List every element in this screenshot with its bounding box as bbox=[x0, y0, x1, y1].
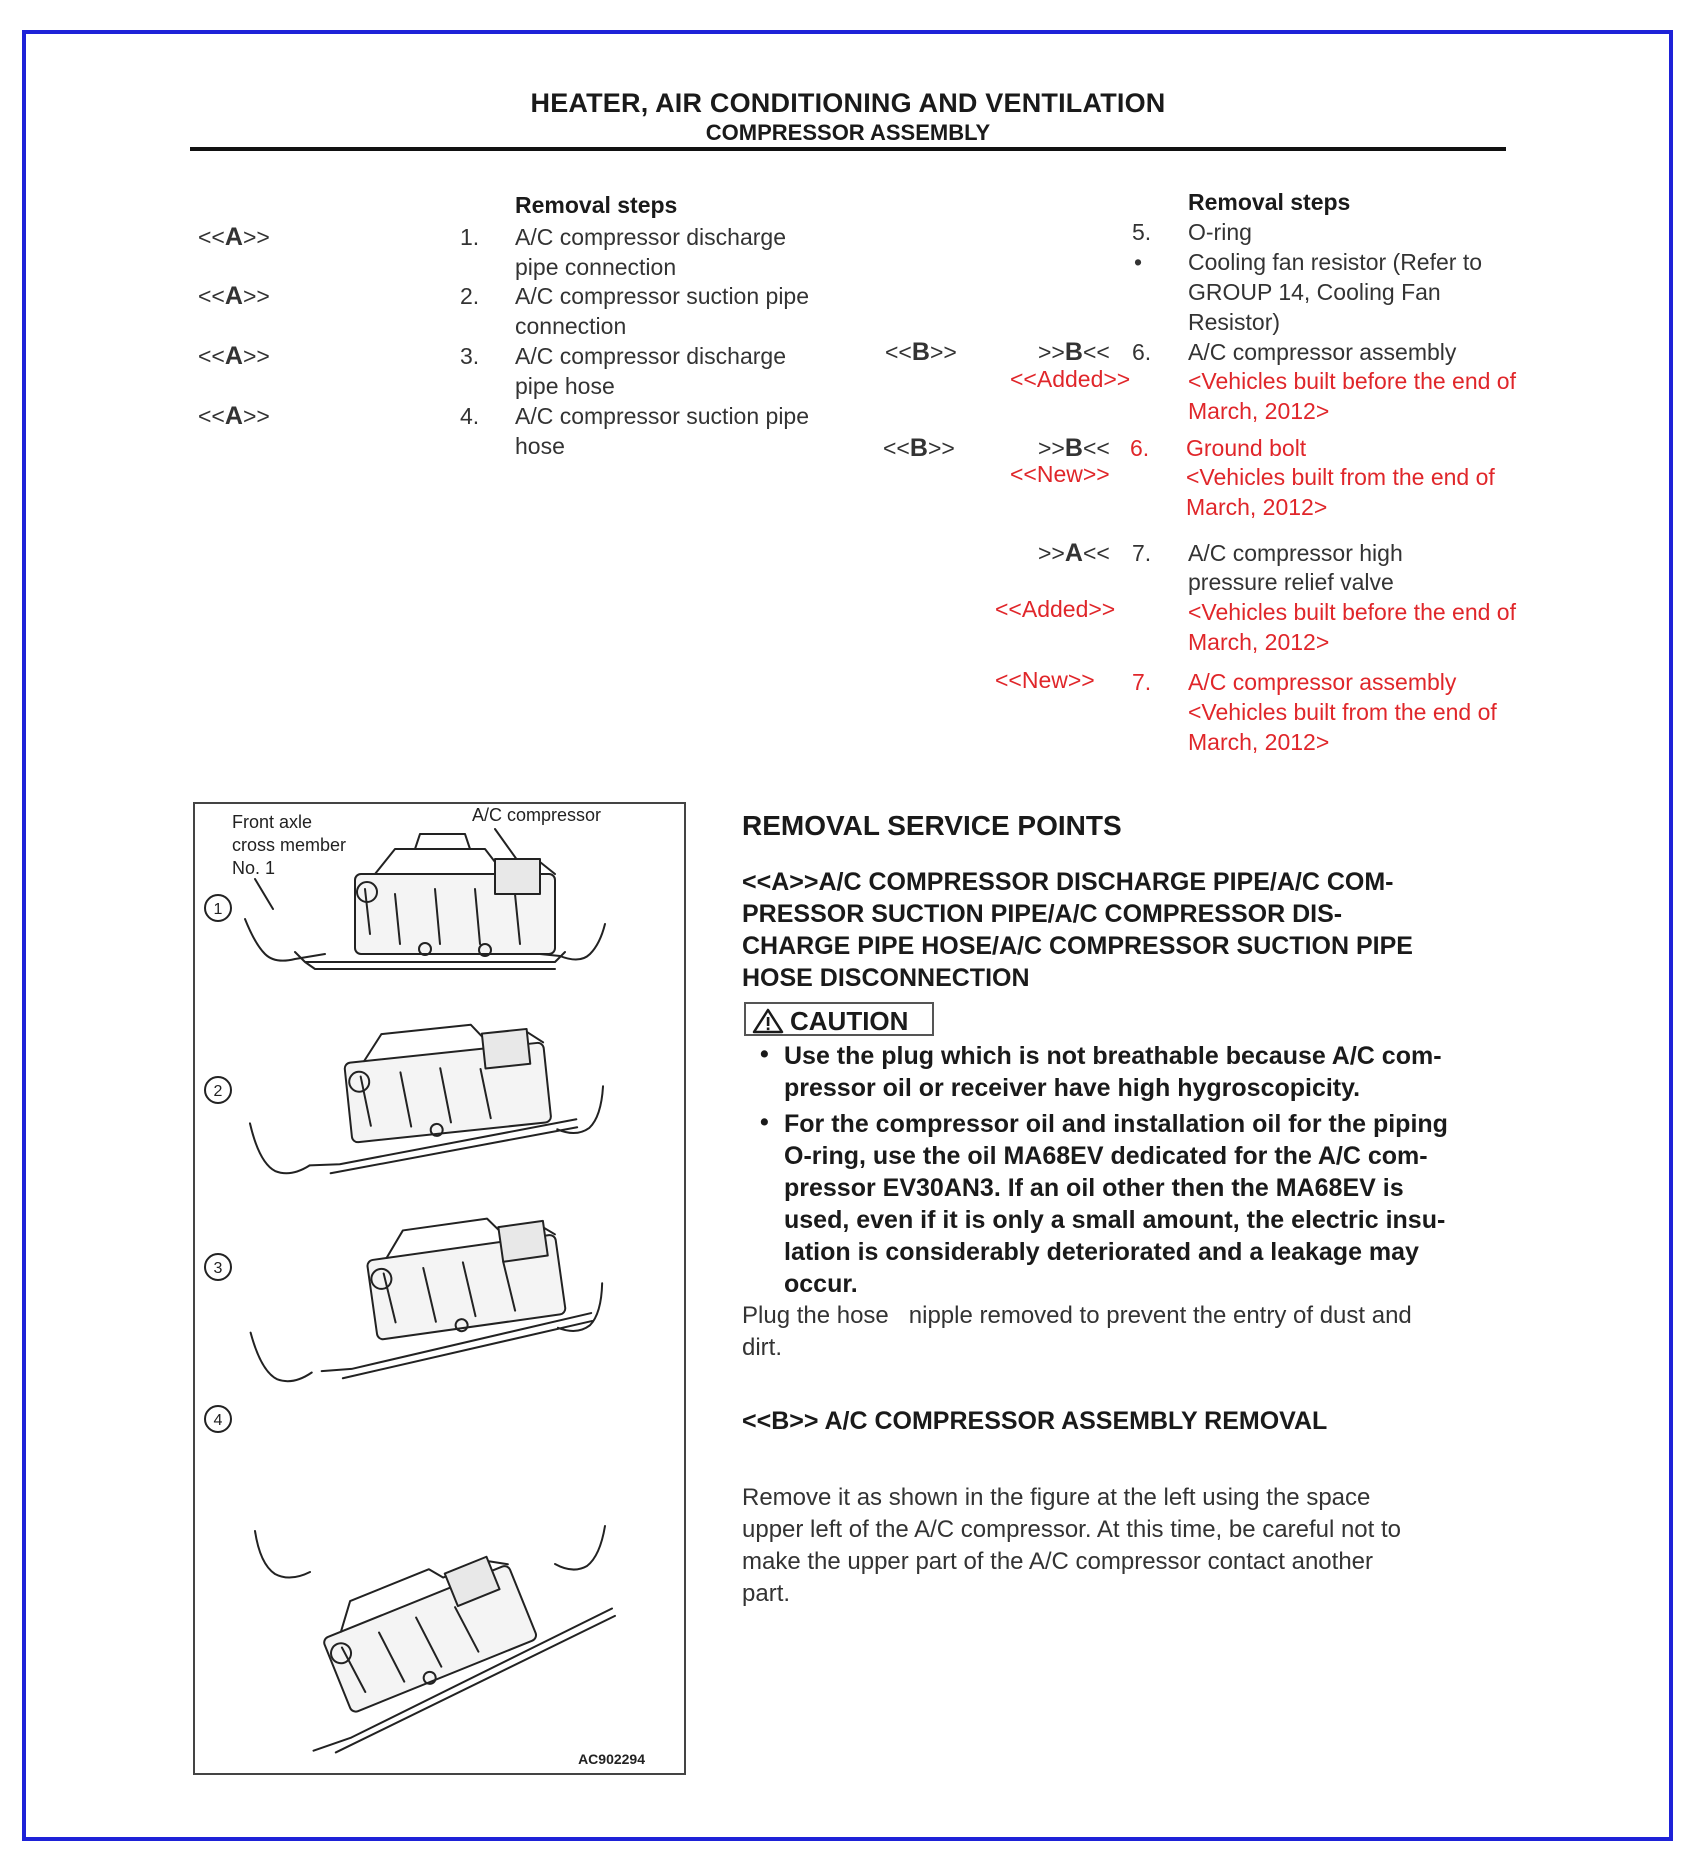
step-ref-mark: <<B>> bbox=[883, 434, 955, 462]
step-number: 2. bbox=[460, 283, 480, 309]
caution-text: O-ring, use the oil MA68EV dedicated for the A/C com- bbox=[784, 1142, 1428, 1170]
install-ref-mark: >>B<< bbox=[1038, 338, 1110, 366]
step-text: hose bbox=[515, 433, 565, 459]
step-4-illustration bbox=[255, 1511, 623, 1760]
step-number-label: 2 bbox=[213, 1083, 223, 1100]
label-front-axle: Front axle bbox=[232, 812, 313, 832]
caution-text: used, even if it is only a small amount, the electric insu- bbox=[784, 1206, 1446, 1234]
vehicle-note: <Vehicles built before the end of bbox=[1188, 368, 1516, 394]
plug-instruction: dirt. bbox=[742, 1334, 783, 1361]
page-subtitle: COMPRESSOR ASSEMBLY bbox=[705, 120, 991, 145]
caution-label: CAUTION bbox=[790, 1006, 909, 1036]
install-ref-mark: >>B<< bbox=[1038, 434, 1110, 462]
step-text: Resistor) bbox=[1188, 309, 1281, 335]
left-removal-steps-heading: Removal steps bbox=[515, 192, 678, 218]
section-b-heading: <<B>> A/C COMPRESSOR ASSEMBLY REMOVAL bbox=[742, 1407, 1328, 1435]
step-number-label: 3 bbox=[213, 1260, 223, 1277]
step-text: A/C compressor discharge bbox=[515, 224, 786, 250]
added-tag: <<Added>> bbox=[995, 596, 1116, 622]
figure-code: AC902294 bbox=[578, 1751, 645, 1767]
step-2-illustration bbox=[242, 1012, 609, 1181]
step-number: 7. bbox=[1132, 669, 1152, 695]
caution-text: pressor EV30AN3. If an oil other then the MA68EV is bbox=[784, 1174, 1404, 1202]
section-b-text: make the upper part of the A/C compressor contact another bbox=[742, 1548, 1374, 1575]
caution-box bbox=[744, 1002, 934, 1036]
caution-text: For the compressor oil and installation oil for the piping bbox=[784, 1110, 1448, 1138]
step-number: 6. bbox=[1130, 435, 1150, 461]
step-text: A/C compressor suction pipe bbox=[515, 283, 810, 309]
figure-illustration bbox=[195, 804, 688, 1777]
compressor-removal-figure bbox=[193, 802, 686, 1775]
step-text: pressure relief valve bbox=[1188, 569, 1394, 595]
step-ref-mark: <<A>> bbox=[198, 223, 270, 251]
step-ref-mark: <<A>> bbox=[198, 282, 270, 310]
bullet: • bbox=[760, 1040, 769, 1068]
label-front-axle: No. 1 bbox=[232, 858, 276, 878]
step-text: A/C compressor assembly bbox=[1188, 339, 1457, 365]
step-text: A/C compressor high bbox=[1188, 540, 1403, 566]
step-text: GROUP 14, Cooling Fan bbox=[1188, 279, 1441, 305]
step-3-illustration bbox=[239, 1204, 610, 1390]
section-a-heading: <<A>>A/C COMPRESSOR DISCHARGE PIPE/A/C COM- bbox=[742, 868, 1394, 896]
install-ref-mark: >>A<< bbox=[1038, 539, 1110, 567]
step-number: 6. bbox=[1132, 339, 1152, 365]
label-front-axle: cross member bbox=[232, 835, 347, 855]
new-tag: <<New>> bbox=[1010, 461, 1110, 487]
step-ref-mark: <<A>> bbox=[198, 402, 270, 430]
bullet: • bbox=[760, 1108, 769, 1136]
label-ac-compressor: A/C compressor bbox=[472, 805, 602, 825]
vehicle-note: <Vehicles built from the end of bbox=[1186, 464, 1495, 490]
vehicle-note: March, 2012> bbox=[1188, 398, 1330, 424]
vehicle-note: March, 2012> bbox=[1186, 494, 1328, 520]
step-text: A/C compressor assembly bbox=[1188, 669, 1457, 695]
vehicle-note: <Vehicles built from the end of bbox=[1188, 699, 1497, 725]
caution-text: pressor oil or receiver have high hygroscopicity. bbox=[784, 1074, 1361, 1102]
step-text: Cooling fan resistor (Refer to bbox=[1188, 249, 1483, 275]
step-text: O-ring bbox=[1188, 219, 1252, 245]
step-number: 5. bbox=[1132, 219, 1152, 245]
step-text: Ground bolt bbox=[1186, 435, 1307, 461]
step-number-label: 1 bbox=[213, 901, 223, 918]
step-number: 3. bbox=[460, 343, 480, 369]
step-number: 1. bbox=[460, 224, 480, 250]
step-number: 4. bbox=[460, 403, 480, 429]
step-text: A/C compressor discharge bbox=[515, 343, 786, 369]
caution-text: occur. bbox=[784, 1270, 858, 1298]
section-a-heading: PRESSOR SUCTION PIPE/A/C COMPRESSOR DIS- bbox=[742, 900, 1343, 928]
right-removal-steps-heading: Removal steps bbox=[1188, 189, 1351, 215]
step-ref-mark: <<A>> bbox=[198, 342, 270, 370]
section-b-text: part. bbox=[742, 1580, 791, 1607]
step-number: 7. bbox=[1132, 540, 1152, 566]
step-text: connection bbox=[515, 313, 627, 339]
leader-line bbox=[255, 879, 273, 909]
step-number-label: 4 bbox=[213, 1412, 223, 1429]
section-b-text: Remove it as shown in the figure at the left using the space bbox=[742, 1484, 1371, 1511]
page-title: HEATER, AIR CONDITIONING AND VENTILATION bbox=[530, 88, 1166, 118]
added-tag: <<Added>> bbox=[1010, 366, 1131, 392]
section-b-text: upper left of the A/C compressor. At this time, be careful not to bbox=[742, 1516, 1402, 1543]
bullet: • bbox=[1134, 249, 1143, 275]
vehicle-note: <Vehicles built before the end of bbox=[1188, 599, 1516, 625]
caution-text: Use the plug which is not breathable because A/C com- bbox=[784, 1042, 1442, 1070]
step-ref-mark: <<B>> bbox=[885, 338, 957, 366]
service-points-title: REMOVAL SERVICE POINTS bbox=[742, 810, 1122, 841]
header-rule bbox=[190, 147, 1506, 151]
section-a-heading: CHARGE PIPE HOSE/A/C COMPRESSOR SUCTION PIPE bbox=[742, 932, 1413, 960]
step-text: pipe hose bbox=[515, 373, 615, 399]
plug-instruction: Plug the hose nipple removed to prevent the entry of dust and bbox=[742, 1302, 1412, 1329]
warning-triangle-icon bbox=[752, 1008, 784, 1034]
step-text: A/C compressor suction pipe bbox=[515, 403, 810, 429]
new-tag: <<New>> bbox=[995, 667, 1095, 693]
vehicle-note: March, 2012> bbox=[1188, 729, 1330, 755]
vehicle-note: March, 2012> bbox=[1188, 629, 1330, 655]
step-text: pipe connection bbox=[515, 254, 677, 280]
section-a-heading: HOSE DISCONNECTION bbox=[742, 964, 1030, 992]
caution-text: lation is considerably deteriorated and a leakage may bbox=[784, 1238, 1419, 1266]
